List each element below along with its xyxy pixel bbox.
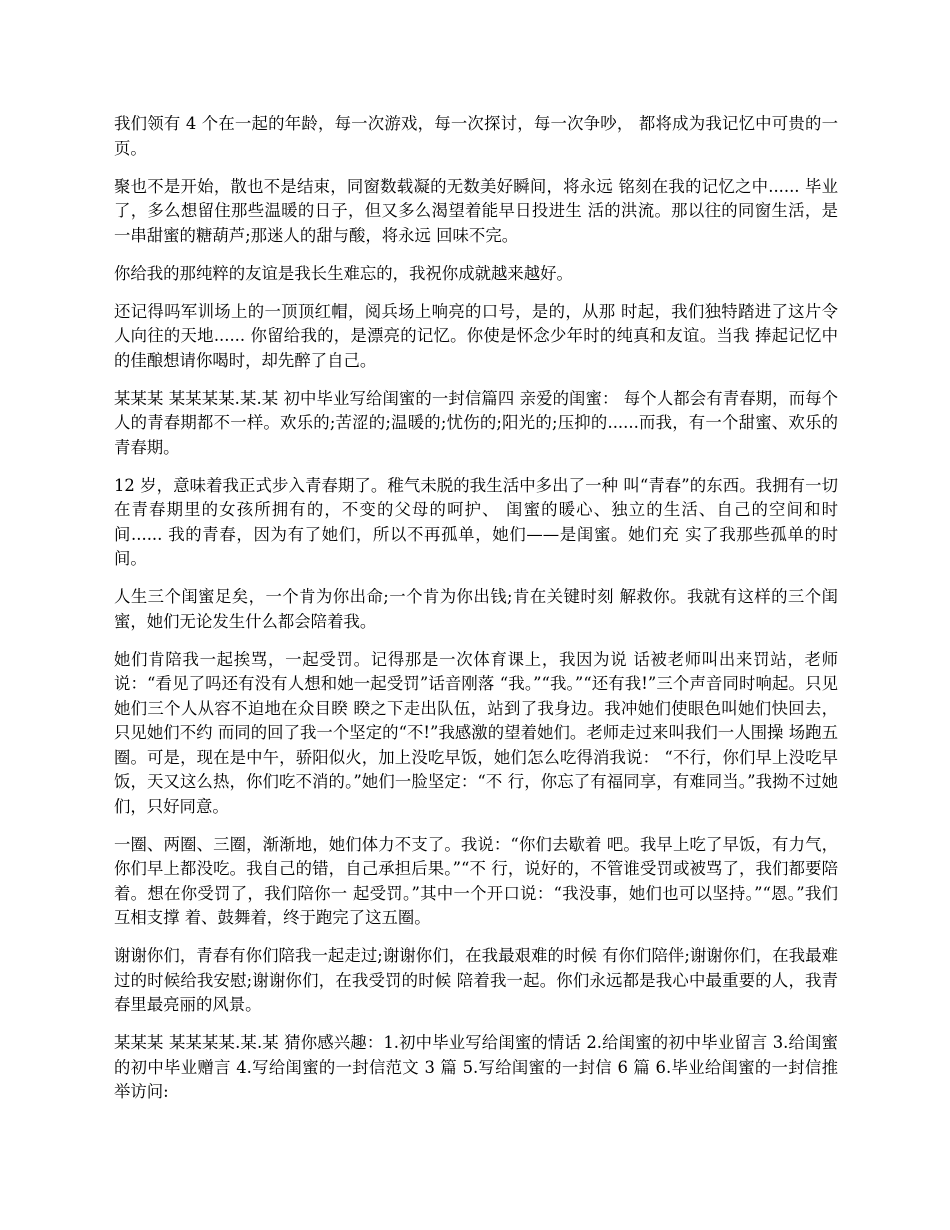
paragraph-2: 聚也不是开始，散也不是结束，同窗数载凝的无数美好瞬间，将永远 铭刻在我的记忆之中...... 毕业了，多么想留住那些温暖的日子，但又多么渴望着能早日投进生 活的洪流。那以往的同窗生活，是一串甜蜜的糖葫芦;那迷人的甜与酸，将永远 回味不完。 [114, 176, 838, 245]
paragraph-9: 一圈、两圈、三圈，渐渐地，她们体力不支了。我说：“你们去歇着 吧。我早上吃了早饭，有力气，你们早上都没吃。我自己的错，自己承担后果。”“不 行，说好的，不管谁受罚或被骂了，我们都要陪着。想在你受罚了，我们陪你一 起受罚。”其中一个开口说：“我没事，她们也可以坚持。”“恩。”我们互相支撑 着、鼓舞着，终于跑完了这五圈。 [114, 834, 838, 927]
paragraph-6: 12 岁，意味着我正式步入青春期了。稚气未脱的我生活中多出了一种 叫“青春”的东西。我拥有一切在青春期里的女孩所拥有的，不变的父母的呵护、 闺蜜的暖心、独立的生活、自己的空间和时间...... 我的青春，因为有了她们，所以不再孤单，她们——是闺蜜。她们充 实了我那些孤单的时间。 [114, 475, 838, 568]
paragraph-1: 我们领有 4 个在一起的年龄，每一次游戏，每一次探讨，每一次争吵， 都将成为我记忆中可贵的一页。 [114, 114, 838, 158]
paragraph-7: 人生三个闺蜜足矣，一个肯为你出命;一个肯为你出钱;肯在关键时刻 解救你。我就有这样的三个闺蜜，她们无论发生什么都会陪着我。 [114, 587, 838, 631]
document-body [114, 112, 838, 1118]
paragraph-4: 还记得吗军训场上的一顶顶红帽，阅兵场上响亮的口号，是的，从那 时起，我们独特踏进了这片令人向往的天地...... 你留给我的，是漂亮的记忆。你使是怀念少年时的纯真和友谊。当我 捧起记忆中的佳酿想请你喝时，却先醉了自己。 [114, 301, 838, 370]
paragraph-10: 谢谢你们，青春有你们陪我一起走过;谢谢你们，在我最艰难的时候 有你们陪伴;谢谢你们，在我最难过的时候给我安慰;谢谢你们，在我受罚的时候 陪着我一起。你们永远都是我心中最重要的人，我青春里最亮丽的风景。 [114, 946, 838, 1014]
paragraph-3: 你给我的那纯粹的友谊是我长生难忘的，我祝你成就越来越好。 [114, 263, 573, 283]
paragraph-8: 她们肯陪我一起挨骂，一起受罚。记得那是一次体育课上，我因为说 话被老师叫出来罚站，老师说：“看见了吗还有没有人想和她一起受罚”话音刚落 “我。”“我。”“还有我!”三个声音同时响起。只见她们三个人从容不迫地在众目睽 睽之下走出队伍，站到了我身边。我冲她们使眼色叫她们快回去，只见她们不约 而同的回了我一个坚定的“不!”我感激的望着她们。老师走过来叫我们一人围操 场跑五圈。可是，现在是中午，骄阳似火，加上没吃早饭，她们怎么吃得消我说： “不行，你们早上没吃早饭，天又这么热，你们吃不消的。”她们一脸坚定：“不 行，你忘了有福同享，有难同当。”我拗不过她们，只好同意。 [114, 649, 838, 816]
paragraph-5: 某某某 某某某某.某.某 初中毕业写给闺蜜的一封信篇四 亲爱的闺蜜： 每个人都会有青春期，而每个人的青春期都不一样。欢乐的;苦涩的;温暖的;忧伤的;阳光的;压抑的......而我，有一个甜蜜、欢乐的青春期。 [114, 388, 838, 457]
paragraph-11: 某某某 某某某某.某.某 猜你感兴趣：1.初中毕业写给闺蜜的情话 2.给闺蜜的初中毕业留言 3.给闺蜜的初中毕业赠言 4.写给闺蜜的一封信范文 3 篇 5.写给闺蜜的一封信 6 篇 6.毕业给闺蜜的一封信推举访问: [114, 1033, 838, 1101]
